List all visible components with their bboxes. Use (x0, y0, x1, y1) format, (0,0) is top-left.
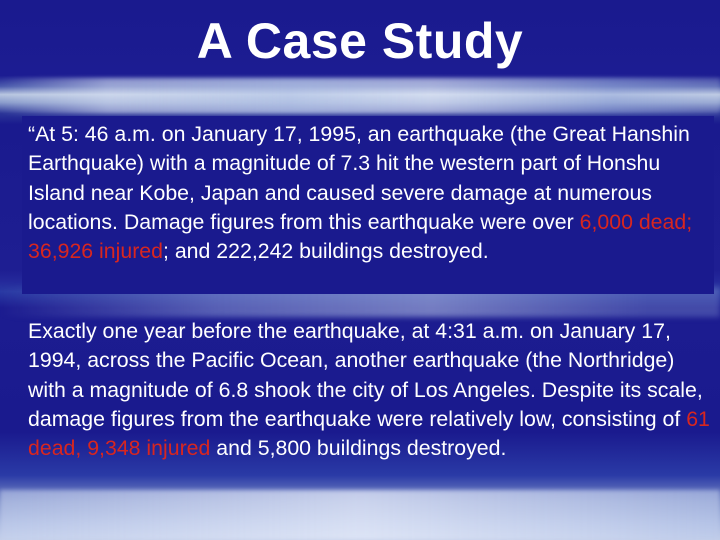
background-light-band-bottom (0, 490, 720, 540)
paragraph-1-text: “At 5: 46 a.m. on January 17, 1995, an earthquake (the Great Hanshin Earthquake) with a magnitude of 7.3 hit the western part of Honshu Island near Kobe, Japan and caused severe damage at numerous locations. Damage figures from this earthquake were over (28, 122, 690, 234)
paragraph-2-text: Exactly one year before the earthquake, at 4:31 a.m. on January 17, 1994, across the Pacific Ocean, another earthquake (the Northridge) with a magnitude of 6.8 shook the city of Los Angeles. Despite its scale, damage figures from the earthquake were relatively low, consisting of (28, 319, 703, 431)
northridge-casualties-highlight: 61 dead, 9,348 injured (28, 406, 710, 461)
background-light-band-top (0, 78, 720, 114)
paragraph-kobe-earthquake (28, 118, 713, 270)
paragraph-northridge-earthquake (28, 317, 718, 463)
slide-title: A Case Study (196, 13, 524, 69)
kobe-casualties-highlight: 6,000 dead; 36,926 injured (28, 209, 693, 264)
paragraph-1-text-end: ; and 222,242 buildings destroyed. (163, 239, 489, 264)
paragraph-2-text-end: and 5,800 buildings destroyed. (210, 436, 507, 461)
